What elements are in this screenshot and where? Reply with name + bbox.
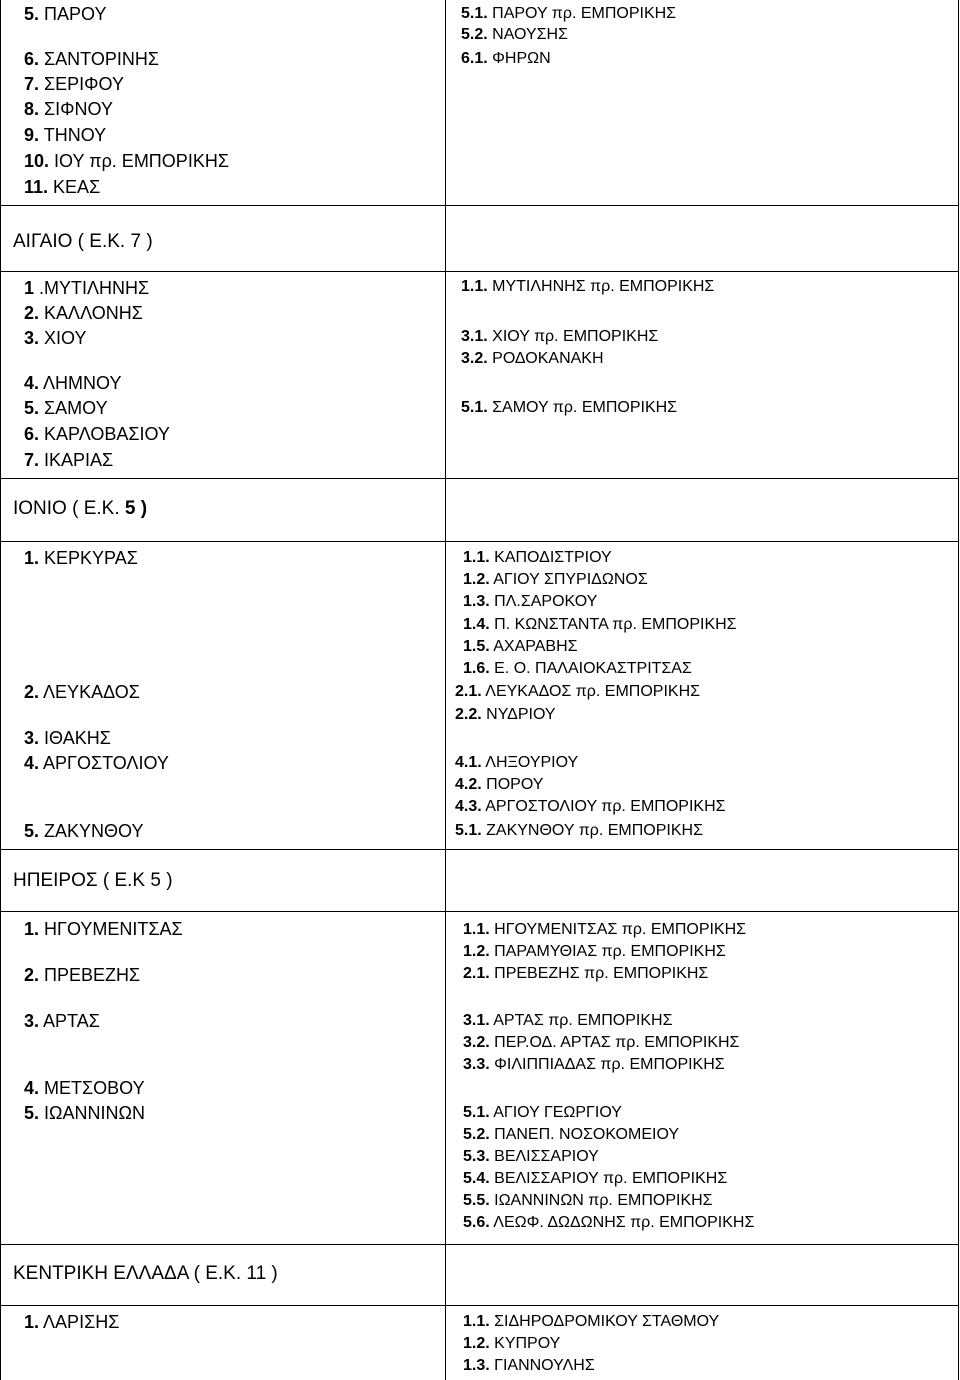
entry-name: ΑΡΤΑΣ [43,1011,100,1031]
entry-name: ΚΑΛΛΟΝΗΣ [44,303,143,323]
sub-entry [463,1102,622,1124]
sub-entry-name: ΖΑΚΥΝΘΟΥ πρ. ΕΜΠΟΡΙΚΗΣ [486,822,703,839]
section-heading: ΗΠΕΙΡΟΣ ( Ε.Κ 5 ) [13,870,173,891]
table-row-divider [0,1244,959,1245]
entry-name: ΚΕΡΚΥΡΑΣ [44,548,138,568]
entry-number: 4. [24,373,40,393]
sub-entry-number: 3.1. [463,1012,490,1029]
sub-entry [463,547,612,569]
sub-entry-number: 1.2. [463,943,490,960]
sub-entry-number: 2.1. [463,965,490,982]
table-row-divider [0,911,959,912]
sub-entry [461,3,676,25]
entry-name: ΜΕΤΣΟΒΟΥ [44,1078,145,1098]
sub-entry-name: ΛΕΩΦ. ΔΩΔΩΝΗΣ πρ. ΕΜΠΟΡΙΚΗΣ [493,1214,755,1231]
station-entry [24,397,108,419]
station-entry [24,918,183,940]
sub-entry [463,1054,725,1076]
section-heading: ΑΙΓΑΙΟ ( Ε.Κ. 7 ) [13,231,153,252]
entry-name: ΑΡΓΟΣΤΟΛΙΟΥ [43,753,169,773]
sub-entry-name: ΙΩΑΝΝΙΝΩΝ πρ. ΕΜΠΟΡΙΚΗΣ [494,1192,713,1209]
entry-number: 3. [24,728,40,748]
sub-entry-number: 5.1. [461,5,488,22]
entry-name: ΣΙΦΝΟΥ [44,99,113,119]
station-entry [24,124,106,146]
sub-entry-number: 3.1. [461,328,488,345]
sub-entry [463,1311,719,1333]
sub-entry [463,919,746,941]
sub-entry-name: ΛΗΞΟΥΡΙΟΥ [485,754,579,771]
sub-entry-name: Π. ΚΩΝΣΤΑΝΤΑ πρ. ΕΜΠΟΡΙΚΗΣ [494,616,737,633]
sub-entry [455,796,726,818]
entry-name: ΤΗΝΟΥ [43,125,107,145]
sub-entry-name: ΧΙΟΥ πρ. ΕΜΠΟΡΙΚΗΣ [492,328,659,345]
sub-entry [463,1032,739,1054]
sub-entry-name: ΠΑΡΟΥ πρ. ΕΜΠΟΡΙΚΗΣ [492,5,677,22]
sub-entry-number: 3.2. [461,350,488,367]
table-row-divider [0,541,959,542]
sub-entry-number: 5.4. [463,1170,490,1187]
entry-name: ΣΑΝΤΟΡΙΝΗΣ [44,49,159,69]
sub-entry [463,963,708,985]
sub-entry-name: ΓΙΑΝΝΟΥΛΗΣ [494,1357,595,1374]
sub-entry-number: 1.1. [463,549,490,566]
entry-name: ΧΙΟΥ [44,328,87,348]
sub-entry-number: 1.1. [461,278,488,295]
sub-entry [461,276,714,298]
sub-entry [455,704,556,726]
sub-entry [455,820,703,842]
entry-name: ΗΓΟΥΜΕΝΙΤΣΑΣ [44,919,183,939]
sub-entry-number: 2.2. [455,706,482,723]
sub-entry [463,591,597,613]
sub-entry-name: ΒΕΛΙΣΣΑΡΙΟΥ [494,1148,599,1165]
sub-entry [463,1212,754,1234]
sub-entry-name: ΑΡΓΟΣΤΟΛΙΟΥ πρ. ΕΜΠΟΡΙΚΗΣ [485,798,726,815]
entry-number: 6. [24,49,40,69]
entry-name: .ΜΥΤΙΛΗΝΗΣ [39,278,150,298]
sub-entry-name: ΗΓΟΥΜΕΝΙΤΣΑΣ πρ. ΕΜΠΟΡΙΚΗΣ [494,921,747,938]
station-entry [24,752,169,774]
sub-entry [463,1355,595,1377]
station-entry [24,727,111,749]
entry-name: ΛΕΥΚΑΔΟΣ [43,682,140,702]
entry-number: 7. [24,74,40,94]
sub-entry-name: ΑΡΤΑΣ πρ. ΕΜΠΟΡΙΚΗΣ [493,1012,673,1029]
entry-name: ΣΕΡΙΦΟΥ [44,74,124,94]
section-heading-count: 5 ) [124,498,148,519]
sub-entry-number: 3.3. [463,1056,490,1073]
station-entry [24,98,113,120]
entry-number: 5. [24,821,40,841]
sub-entry-number: 5.1. [461,399,488,416]
entry-name: ΙΩΑΝΝΙΝΩΝ [44,1103,145,1123]
sub-entry-number: 2.1. [455,683,482,700]
entry-name: ΙΟΥ πρ. ΕΜΠΟΡΙΚΗΣ [54,151,229,171]
section-heading: ΚΕΝΤΡΙΚΗ ΕΛΛΑΔΑ ( Ε.Κ. 11 ) [13,1263,278,1284]
sub-entry-name: ΑΓΙΟΥ ΣΠΥΡΙΔΩΝΟΣ [493,571,648,588]
entry-name: ΠΑΡΟΥ [44,4,107,24]
sub-entry [461,326,658,348]
sub-entry [463,1010,672,1032]
entry-name: ΖΑΚΥΝΘΟΥ [44,821,144,841]
sub-entry [463,1124,679,1146]
table-row-divider [0,478,959,479]
table-row-divider [0,849,959,850]
sub-entry-number: 1.3. [463,1357,490,1374]
station-entry [24,423,170,445]
sub-entry-name: ΡΟΔΟΚΑΝΑΚΗ [492,350,604,367]
entry-name: ΚΕΑΣ [53,177,101,197]
entry-number: 9. [24,125,40,145]
station-entry [24,1311,119,1333]
sub-entry-name: ΣΑΜΟΥ πρ. ΕΜΠΟΡΙΚΗΣ [492,399,678,416]
sub-entry-number: 1.5. [463,638,490,655]
sub-entry [463,614,737,636]
entry-number: 1. [24,1312,40,1332]
sub-entry-number: 1.3. [463,593,490,610]
station-entry [24,1010,100,1032]
sub-entry-number: 1.2. [463,571,490,588]
sub-entry-name: ΠΑΝΕΠ. ΝΟΣΟΚΟΜΕΙΟΥ [494,1126,680,1143]
sub-entry [455,681,700,703]
station-entry [24,48,159,70]
sub-entry-name: ΠΛ.ΣΑΡΟΚΟΥ [494,593,598,610]
entry-name: ΙΚΑΡΙΑΣ [44,450,114,470]
station-entry [24,547,138,569]
station-entry [24,327,86,349]
entry-name: ΠΡΕΒΕΖΗΣ [44,965,141,985]
entry-number: 2. [24,965,40,985]
station-entry [24,277,149,299]
sub-entry-number: 5.1. [455,822,482,839]
sub-entry-name: ΠΡΕΒΕΖΗΣ πρ. ΕΜΠΟΡΙΚΗΣ [494,965,709,982]
sub-entry-number: 5.5. [463,1192,490,1209]
sub-entry-name: ΛΕΥΚΑΔΟΣ πρ. ΕΜΠΟΡΙΚΗΣ [485,683,701,700]
sub-entry-name: ΚΥΠΡΟΥ [494,1335,561,1352]
sub-entry [463,569,648,591]
entry-name: ΣΑΜΟΥ [44,398,108,418]
section-heading-text: ΙΟΝΙΟ ( Ε.Κ. [13,498,120,519]
station-entry [24,449,113,471]
sub-entry-number: 5.3. [463,1148,490,1165]
sub-entry [455,774,543,796]
sub-entry [461,24,568,46]
sub-entry-name: ΣΙΔΗΡΟΔΡΟΜΙΚΟΥ ΣΤΑΘΜΟΥ [494,1313,720,1330]
entry-number: 2. [24,303,40,323]
sub-entry-number: 1.4. [463,616,490,633]
sub-entry-number: 4.2. [455,776,482,793]
sub-entry-name: ΦΙΛΙΠΠΙΑΔΑΣ πρ. ΕΜΠΟΡΙΚΗΣ [494,1056,725,1073]
entry-number: 1 [24,278,35,298]
entry-number: 2. [24,682,40,702]
entry-number: 8. [24,99,40,119]
table-column-divider [445,0,446,1380]
sub-entry-number: 4.3. [455,798,482,815]
entry-number: 1. [24,548,40,568]
entry-number: 6. [24,424,40,444]
sub-entry [463,636,578,658]
sub-entry [461,348,604,370]
table-border-right [958,0,959,1380]
sub-entry-number: 1.1. [463,1313,490,1330]
entry-name: ΙΘΑΚΗΣ [44,728,111,748]
entry-number: 5. [24,4,40,24]
entry-number: 5. [24,1103,40,1123]
sub-entry-number: 4.1. [455,754,482,771]
entry-name: ΛΗΜΝΟΥ [43,373,122,393]
entry-number: 4. [24,1078,40,1098]
sub-entry-number: 3.2. [463,1034,490,1051]
station-entry [24,1102,145,1124]
entry-number: 3. [24,328,40,348]
station-entry [24,150,229,172]
sub-entry-name: ΝΥΔΡΙΟΥ [486,706,556,723]
sub-entry-number: 5.1. [463,1104,490,1121]
sub-entry-name: ΦΗΡΩΝ [492,50,551,67]
table-row-divider [0,205,959,206]
sub-entry-number: 5.2. [461,26,488,43]
sub-entry-name: ΝΑΟΥΣΗΣ [492,26,568,43]
station-entry [24,302,143,324]
sub-entry [455,752,578,774]
sub-entry-number: 1.1. [463,921,490,938]
station-entry [24,73,124,95]
station-entry [24,176,100,198]
sub-entry [463,1168,727,1190]
sub-entry-number: 1.2. [463,1335,490,1352]
station-entry [24,1077,145,1099]
station-entry [24,820,143,842]
station-entry [24,681,140,703]
sub-entry [463,1333,560,1355]
sub-entry [463,1146,599,1168]
sub-entry-name: ΑΧΑΡΑΒΗΣ [493,638,578,655]
sub-entry-name: ΠΕΡ.ΟΔ. ΑΡΤΑΣ πρ. ΕΜΠΟΡΙΚΗΣ [494,1034,740,1051]
station-entry [24,964,140,986]
sub-entry-number: 5.6. [463,1214,490,1231]
entry-number: 3. [24,1011,40,1031]
sub-entry [463,658,692,680]
sub-entry [463,941,726,963]
entry-name: ΚΑΡΛΟΒΑΣΙΟΥ [44,424,170,444]
table-row-divider [0,1305,959,1306]
station-entry [24,3,106,25]
entry-number: 11. [24,177,49,197]
station-entry [24,372,121,394]
sub-entry [463,1190,713,1212]
sub-entry [461,48,551,70]
sub-entry-number: 5.2. [463,1126,490,1143]
sub-entry-name: ΚΑΠΟΔΙΣΤΡΙΟΥ [494,549,612,566]
sub-entry-name: ΑΓΙΟΥ ΓΕΩΡΓΙΟΥ [493,1104,622,1121]
sub-entry [461,397,677,419]
entry-name: ΛΑΡΙΣΗΣ [43,1312,120,1332]
sub-entry-name: ΠΑΡΑΜΥΘΙΑΣ πρ. ΕΜΠΟΡΙΚΗΣ [494,943,726,960]
sub-entry-name: Ε. Ο. ΠΑΛΑΙΟΚΑΣΤΡΙΤΣΑΣ [494,660,692,677]
entry-number: 10. [24,151,50,171]
entry-number: 4. [24,753,40,773]
sub-entry-name: ΠΟΡΟΥ [486,776,544,793]
entry-number: 5. [24,398,40,418]
sub-entry-number: 1.6. [463,660,490,677]
sub-entry-name: ΒΕΛΙΣΣΑΡΙΟΥ πρ. ΕΜΠΟΡΙΚΗΣ [494,1170,728,1187]
table-row-divider [0,271,959,272]
table-border-left [0,0,1,1380]
sub-entry-number: 6.1. [461,50,488,67]
entry-number: 7. [24,450,40,470]
sub-entry-name: ΜΥΤΙΛΗΝΗΣ πρ. ΕΜΠΟΡΙΚΗΣ [492,278,715,295]
section-heading [13,497,147,521]
entry-number: 1. [24,919,40,939]
